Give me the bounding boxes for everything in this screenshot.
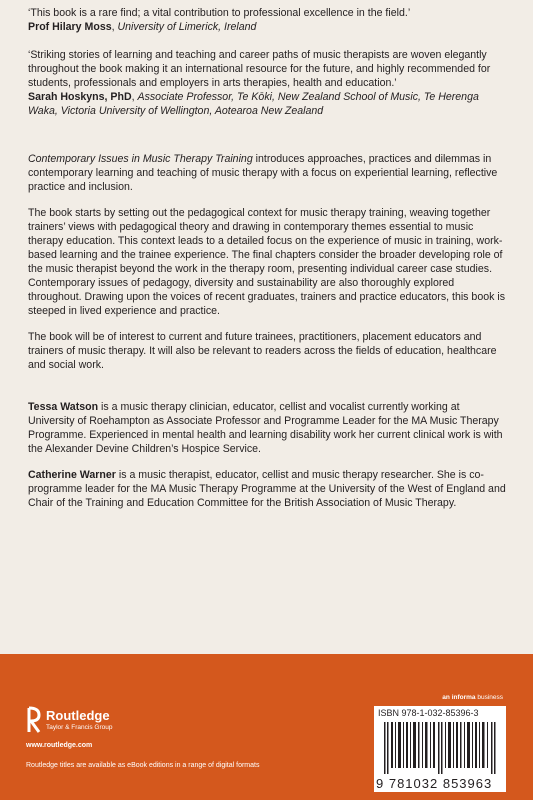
barcode-icon [384,722,496,774]
informa-rest: business [475,694,503,701]
isbn-barcode [374,706,506,792]
author-name: Catherine Warner [28,469,116,481]
description-paragraph-2: The book starts by setting out the pedagogical context for music therapy training, weaving together trainers’ views with pedagogical theory and drawing in contemporary themes essential to music therapy education. This context leads to a detailed focus on the experience of music in training, work-based learning and the trainee experience. The final chapters consider the broader developing role of the music therapist beyond the work in the therapy room, presenting individual career case studies. Contemporary issues of pedagogy, diversity and sustainability are also thoroughly explored throughout. Drawing upon the voices of recent graduates, trainers and practice educators, this book is steeped in lived experience and practice. [28,207,505,317]
author-bio-1 [28,400,508,456]
endorsement-1 [28,6,508,34]
back-cover-text [28,6,508,510]
endorser-name: Sarah Hoskyns, PhD [28,91,132,103]
isbn-number: ISBN 978-1-032-85396-3 [378,708,479,718]
author-bio-2 [28,468,508,510]
description-text: introduces approaches, practices and dilemmas in contemporary learning and teaching of music therapy with a focus on experiential learning, reflective practice and inclusion. [28,153,498,193]
book-title: Contemporary Issues in Music Therapy Training [28,153,253,165]
endorsement-attribution: Sarah Hoskyns, PhD, Associate Professor, Te Kōki, New Zealand School of Music, Te Herenga Waka, Victoria University of Wellington, Aotearoa New Zealand [28,91,479,117]
endorsement-attribution: Prof Hilary Moss, University of Limerick, Ireland [28,21,257,33]
endorser-affiliation: University of Limerick, Ireland [117,21,257,33]
endorser-name: Prof Hilary Moss [28,21,112,33]
publisher-group: Taylor & Francis Group [46,724,113,731]
description-paragraph-1 [28,152,508,194]
endorsement-quote: ‘Striking stories of learning and teaching and career paths of music therapists are woven elegantly throughout the book making it an international resource for the future, and highly recommended for students, professionals and employers in arts therapies, health and education.’ [28,49,491,89]
informa-bold: an informa [442,694,476,701]
publisher-website: www.routledge.com [26,742,93,749]
author-name: Tessa Watson [28,401,99,413]
author-bio-text: is a music therapy clinician, educator, cellist and vocalist currently working at University of Roehampton as Associate Professor and Programme Leader for the MA Music Therapy Programme. Experienced in mental health and learning disability work her current clinical work is with the Alexander Devine Children’s Hospice Service. [28,401,503,455]
publisher-name: Routledge [46,708,110,723]
endorsement-quote: ‘This book is a rare find; a vital contribution to professional excellence in the field.’ [28,7,411,19]
barcode-digits: 9 781032 853963 [376,776,493,791]
routledge-logo-icon [26,706,42,734]
endorsement-2 [28,48,508,118]
author-bio-text: is a music therapist, educator, cellist and music therapy researcher. She is co-programme leader for the MA Music Therapy Programme at the University of the West of England and Chair of the Training and Education Committee for the British Association of Music Therapy. [28,469,506,509]
publisher-footer [0,654,533,800]
endorser-affiliation: Associate Professor, Te Kōki, New Zealand School of Music, Te Herenga Waka, Victoria University of Wellington, Aotearoa New Zealand [28,91,479,117]
description-paragraph-3: The book will be of interest to current and future trainees, practitioners, placement educators and trainers of music therapy. It will also be relevant to readers across the fields of education, healthcare and social work. [28,331,497,371]
ebook-note: Routledge titles are available as eBook editions in a range of digital formats [26,762,260,769]
informa-tagline [442,694,503,701]
